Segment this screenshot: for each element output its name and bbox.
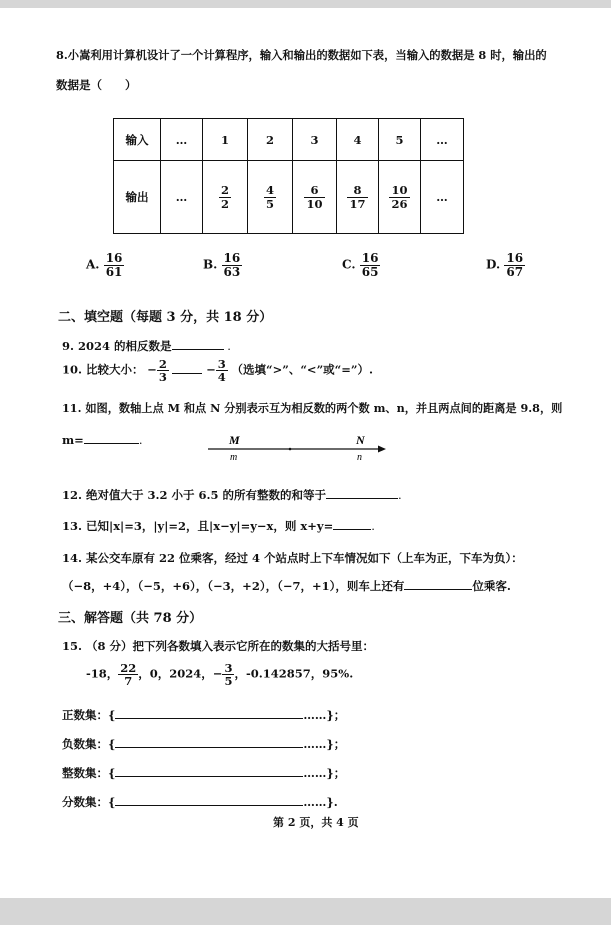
q8-text-line2: 数据是（ ） <box>56 78 137 92</box>
q12: 12. 绝对值大于 3.2 小于 6.5 的所有整数的和等于 . <box>62 488 402 502</box>
output-cell: … <box>421 161 464 234</box>
section2-title: 二、填空题（每题 3 分，共 18 分） <box>58 310 273 325</box>
input-label-cell: 输入 <box>114 119 161 161</box>
table-row-input <box>114 119 464 161</box>
input-cell: 2 <box>248 119 293 161</box>
output-cell: … <box>161 161 203 234</box>
q10: 10. 比较大小： − $\frac{2}{3}$ − $\frac{3}{4}$ （选填“>”、“<”或“=”）. <box>62 357 374 385</box>
answer-blank <box>404 578 472 590</box>
input-cell: … <box>421 119 464 161</box>
q8-text-line1: 8.小嵩利用计算机设计了一个计算程序，输入和输出的数据如下表，当输入的数据是 8 时，输出的 <box>56 48 547 62</box>
top-gray-bar <box>0 0 611 8</box>
answer-blank <box>326 487 398 499</box>
input-cell: … <box>161 119 203 161</box>
q11-text-line1: 11. 如图，数轴上点 M 和点 N 分别表示互为相反数的两个数 m、n，并且两点间的距离是 9.8，则 <box>62 401 563 415</box>
set-negative: 负数集：{ ……}； <box>62 737 346 751</box>
q14-text-line1: 14. 某公交车原有 22 位乘客，经过 4 个站点时上下车情况如下（上车为正，下车为负）： <box>62 551 523 565</box>
option-d: D. $\frac{16}{67}$ <box>486 251 524 279</box>
q15-text: 15. （8 分）把下列各数填入表示它所在的数集的大括号里： <box>62 639 375 653</box>
set-fraction: 分数集：{ ……}. <box>62 795 338 809</box>
output-cell: $\frac{6}{10}$ <box>293 161 337 234</box>
option-c: C. $\frac{16}{65}$ <box>342 251 379 279</box>
page-number: 第 2 页，共 4 页 <box>273 816 359 829</box>
q13: 13. 已知|x|=3，|y|=2，且|x−y|=y−x，则 x+y= . <box>62 519 375 533</box>
input-cell: 3 <box>293 119 337 161</box>
number-line <box>200 430 390 462</box>
input-cell: 5 <box>379 119 421 161</box>
answer-blank <box>172 338 224 350</box>
q14-line2: （−8，+4），（−5，+6），（−3，+2），（−7，+1），则车上还有 位乘客. <box>62 579 511 593</box>
output-cell: $\frac{4}{5}$ <box>248 161 293 234</box>
set-integer: 整数集：{ ……}； <box>62 766 346 780</box>
section3-title: 三、解答题（共 78 分） <box>58 611 203 626</box>
output-label-cell: 输出 <box>114 161 161 234</box>
answer-blank <box>84 432 139 444</box>
output-cell: $\frac{8}{17}$ <box>337 161 379 234</box>
output-cell: $\frac{2}{2}$ <box>203 161 248 234</box>
point-n-value-label: n <box>357 452 362 462</box>
set-positive: 正数集：{ ……}； <box>62 708 346 722</box>
q9: 9. 2024 的相反数是 . <box>62 339 231 353</box>
point-m-value-label: m <box>230 452 238 462</box>
io-table <box>113 118 464 234</box>
point-n-label: N <box>356 433 365 447</box>
q15-numbers: -18， $\frac{22}{7}$ ，0，2024，− $\frac{3}{5}$ ，-0.142857，95%. <box>86 661 354 689</box>
option-a: A. $\frac{16}{61}$ <box>86 251 123 279</box>
answer-blank <box>115 794 303 806</box>
input-cell: 1 <box>203 119 248 161</box>
answer-blank <box>115 707 303 719</box>
input-cell: 4 <box>337 119 379 161</box>
point-m-label: M <box>229 433 240 447</box>
answer-blank <box>115 736 303 748</box>
q11-line2: m= . <box>62 433 143 447</box>
output-cell: $\frac{10}{26}$ <box>379 161 421 234</box>
answer-blank <box>333 518 371 530</box>
table-row-output <box>114 161 464 234</box>
answer-blank <box>115 765 303 777</box>
option-b: B. $\frac{16}{63}$ <box>203 251 241 279</box>
bottom-gray-bar <box>0 898 611 925</box>
answer-blank <box>172 362 202 374</box>
